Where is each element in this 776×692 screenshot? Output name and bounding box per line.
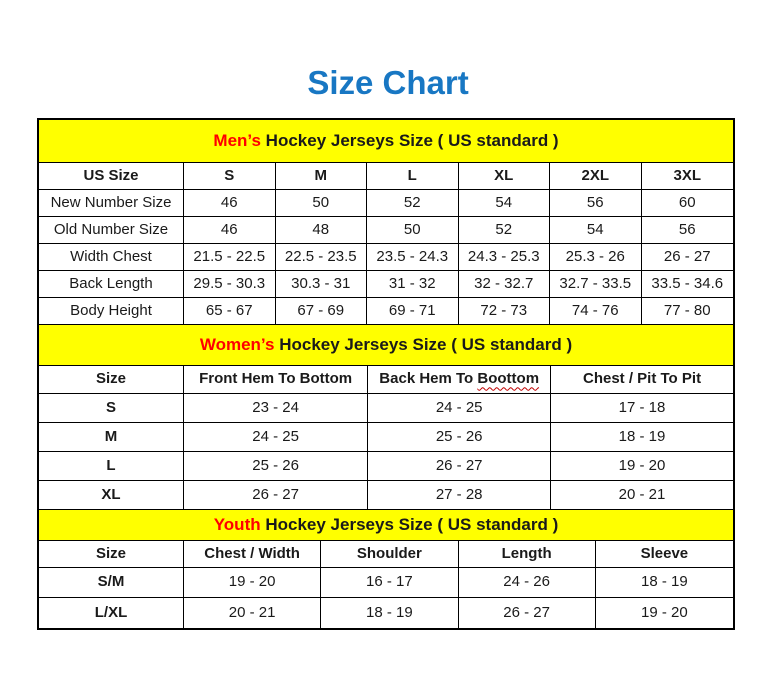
- column-header-cell: S: [184, 163, 276, 189]
- column-header-cell: [368, 366, 551, 393]
- page-title: Size Chart: [307, 64, 469, 101]
- value-cell: 32.7 - 33.5: [550, 271, 642, 297]
- section-title: [39, 120, 733, 163]
- value-cell: 21.5 - 22.5: [184, 244, 276, 270]
- row-label-cell: S: [39, 394, 184, 422]
- value-cell: 23.5 - 24.3: [367, 244, 459, 270]
- value-cell: 27 - 28: [368, 481, 551, 509]
- value-cell: 17 - 18: [618, 398, 666, 416]
- column-header-cell: M: [276, 163, 368, 189]
- section-title-rest: Hockey Jerseys Size ( US standard ): [260, 515, 559, 534]
- misspelled-word: Boottom: [477, 370, 540, 388]
- value-cell: 54: [550, 217, 642, 243]
- value-cell: 52: [459, 217, 551, 243]
- value-cell: 46: [184, 190, 276, 216]
- row-label-cell: Width Chest: [39, 244, 184, 270]
- row-label-cell: Body Height: [39, 298, 184, 324]
- row-label-cell: S/M: [39, 568, 184, 597]
- value-cell: 56: [550, 190, 642, 216]
- value-cell: 65 - 67: [184, 298, 276, 324]
- value-cell: 19 - 20: [641, 603, 688, 621]
- value-cell: 25 - 26: [184, 452, 368, 480]
- section-title: [39, 510, 733, 541]
- value-cell: 48: [276, 217, 368, 243]
- data-row: [39, 271, 733, 298]
- column-header-cell: US Size: [39, 163, 184, 189]
- section-womens: [39, 325, 733, 510]
- data-row: [39, 394, 733, 423]
- data-row: [39, 598, 733, 628]
- value-cell: 50: [276, 190, 368, 216]
- value-cell: 24.3 - 25.3: [459, 244, 551, 270]
- value-cell: 33.5 - 34.6: [651, 274, 724, 292]
- column-header-cell: Chest / Pit To Pit: [583, 370, 702, 388]
- data-row: [39, 244, 733, 271]
- value-cell: 24 - 26: [459, 568, 596, 597]
- value-cell: 25.3 - 26: [550, 244, 642, 270]
- column-header-cell: Length: [459, 541, 596, 567]
- value-cell: 24 - 25: [184, 423, 368, 451]
- column-header-cell: Chest / Width: [184, 541, 321, 567]
- data-row: [39, 190, 733, 217]
- column-header-cell: XL: [459, 163, 551, 189]
- column-header-cell: Shoulder: [321, 541, 458, 567]
- value-cell: 29.5 - 30.3: [184, 271, 276, 297]
- section-youth: [39, 510, 733, 628]
- column-header-cell: Size: [39, 366, 184, 393]
- value-cell: 24 - 25: [368, 394, 551, 422]
- row-label-cell: Old Number Size: [39, 217, 184, 243]
- column-header-cell: Sleeve: [640, 544, 689, 562]
- value-cell: 30.3 - 31: [276, 271, 368, 297]
- column-header-text: Back Hem To: [379, 370, 478, 388]
- section-title-rest: Hockey Jerseys Size ( US standard ): [260, 131, 559, 150]
- value-cell: 46: [184, 217, 276, 243]
- data-row: [39, 481, 733, 510]
- column-header-row: [39, 541, 733, 568]
- data-row: [39, 423, 733, 452]
- section-title: [39, 325, 733, 366]
- value-cell: 26 - 27: [459, 598, 596, 628]
- value-cell: 20 - 21: [618, 485, 666, 503]
- section-title-accent: Youth: [213, 515, 261, 534]
- size-chart-table: [37, 118, 735, 630]
- row-label-cell: XL: [39, 481, 184, 509]
- value-cell: 26 - 27: [184, 481, 368, 509]
- column-header-row: [39, 163, 733, 190]
- column-header-cell: 2XL: [550, 163, 642, 189]
- value-cell: 22.5 - 23.5: [276, 244, 368, 270]
- column-header-cell: 3XL: [673, 166, 701, 184]
- value-cell: 31 - 32: [367, 271, 459, 297]
- data-row: [39, 298, 733, 325]
- value-cell: 23 - 24: [184, 394, 368, 422]
- value-cell: 19 - 20: [184, 568, 321, 597]
- row-label-cell: L: [39, 452, 184, 480]
- section-title-accent: Men’s: [213, 131, 261, 150]
- value-cell: 18 - 19: [641, 573, 688, 591]
- column-header-cell: Size: [39, 541, 184, 567]
- value-cell: 69 - 71: [367, 298, 459, 324]
- value-cell: 74 - 76: [550, 298, 642, 324]
- column-header-cell: L: [367, 163, 459, 189]
- section-title-accent: Women’s: [199, 335, 275, 354]
- value-cell: 72 - 73: [459, 298, 551, 324]
- value-cell: 19 - 20: [618, 456, 666, 474]
- data-row: [39, 568, 733, 598]
- value-cell: 67 - 69: [276, 298, 368, 324]
- row-label-cell: M: [39, 423, 184, 451]
- value-cell: 16 - 17: [321, 568, 458, 597]
- value-cell: 77 - 80: [663, 301, 711, 319]
- value-cell: 54: [459, 190, 551, 216]
- value-cell: 32 - 32.7: [459, 271, 551, 297]
- value-cell: 50: [367, 217, 459, 243]
- data-row: [39, 217, 733, 244]
- value-cell: 18 - 19: [321, 598, 458, 628]
- column-header-row: [39, 366, 733, 394]
- value-cell: 20 - 21: [184, 598, 321, 628]
- value-cell: 52: [367, 190, 459, 216]
- row-label-cell: L/XL: [39, 598, 184, 628]
- value-cell: 56: [678, 220, 696, 238]
- section-title-rest: Hockey Jerseys Size ( US standard ): [274, 335, 573, 354]
- value-cell: 26 - 27: [663, 247, 711, 265]
- value-cell: 18 - 19: [618, 427, 666, 445]
- data-row: [39, 452, 733, 481]
- value-cell: 26 - 27: [368, 452, 551, 480]
- value-cell: 60: [678, 193, 696, 211]
- value-cell: 25 - 26: [368, 423, 551, 451]
- section-mens: [39, 120, 733, 325]
- row-label-cell: Back Length: [39, 271, 184, 297]
- column-header-cell: Front Hem To Bottom: [184, 366, 368, 393]
- row-label-cell: New Number Size: [39, 190, 184, 216]
